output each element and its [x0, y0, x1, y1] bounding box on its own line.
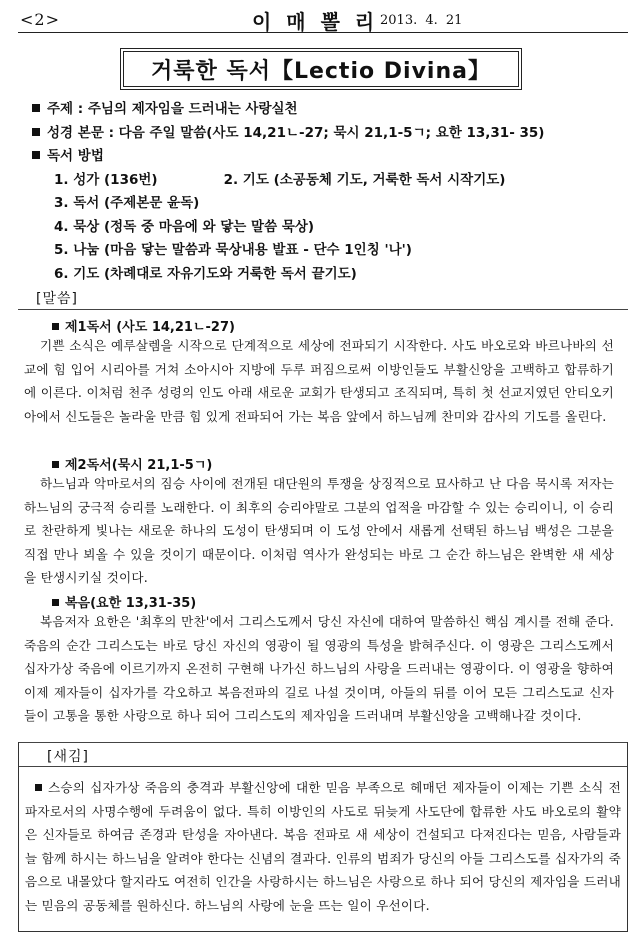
reading-heading — [52, 454, 212, 473]
page-number: <2> — [20, 10, 60, 29]
reflection-divider — [19, 766, 627, 767]
square-bullet-icon — [32, 151, 40, 159]
square-bullet-icon — [32, 104, 40, 112]
reflection-box — [18, 742, 628, 932]
step-row — [54, 169, 612, 193]
second-reading-heading: 제2독서(묵시 21,1-5ㄱ) — [65, 458, 213, 473]
reflection-label: [새김] — [43, 746, 93, 766]
word-section-divider — [18, 309, 628, 310]
first-reading-heading: 제1독서 (사도 14,21ㄴ-27) — [65, 320, 235, 335]
reading-heading — [52, 592, 196, 611]
square-bullet-icon — [52, 461, 59, 468]
step-row — [54, 192, 612, 216]
reflection-text: 스승의 십자가상 죽음의 충격과 부활신앙에 대한 믿음 부족으로 헤매던 제자들이 이제는 기쁜 소식 전파자로서의 사명수행에 두려움이 없다. 특히 이방인의 사도로 뒤늦게 사도단에 합류한 사도 바오로의 활약은 신자들로 하여금 존경과 탄성을 자아낸다. 복음 전파로 새 세상이 건설되고 다져진다는 믿음, 사람들과 늘 함께 하시는 하느님을 알려야 한다는 신념의 결과다. 인류의 범죄가 당신의 아들 그리스도를 십자가의 죽음으로 내몰았다 할지라도 여전히 인간을 사랑하시는 하느님은 사랑으로 하나 되어 당신의 제자임을 드러내는 믿음의 공동체를 원하신다. 하느님의 사랑에 눈을 뜨는 일이 우선이다. — [25, 780, 621, 913]
page-title: 거룩한 독서【Lectio Divina】 — [151, 58, 491, 84]
square-bullet-icon — [52, 599, 59, 606]
scripture-line — [32, 122, 612, 146]
title-box — [120, 48, 522, 90]
reflection-paragraph — [25, 776, 621, 918]
square-bullet-icon — [32, 128, 40, 136]
step-row — [54, 239, 612, 263]
second-reading-text: 하느님과 악마로서의 짐승 사이에 전개된 대단원의 투쟁을 상징적으로 묘사하고 난 다음 묵시록 저자는 하느님의 궁극적 승리를 노래한다. 이 최후의 승리야말로 그분의 업적을 마감할 수 있는 승리이니, 이 승리로 찬란하게 빛나는 새로운 하나의 도성이 탄생되며 이 도성 안에서 새롭게 선택된 하느님 백성은 그분을 직접 만나 뵈올 수 있을 것이기 때문이다. 이처럼 역사가 완성되는 바로 그 순간 하느님은 완벽한 새 세상을 탄생시키실 것이다. — [24, 476, 614, 586]
square-bullet-icon — [52, 323, 59, 330]
step-row — [54, 263, 612, 287]
issue-date: 2013. 4. 21 — [380, 13, 463, 28]
newsletter-masthead: 이 매 뽈 리 — [252, 10, 379, 34]
method-step: 1. 성가 (136번) — [54, 171, 158, 188]
method-step: 4. 묵상 (정독 중 마음에 와 닿는 말씀 묵상) — [54, 218, 315, 235]
page-header — [20, 6, 625, 34]
method-heading-line — [32, 145, 612, 169]
theme-line — [32, 98, 612, 122]
first-reading-text: 기쁜 소식은 예루살렘을 시작으로 단계적으로 세상에 전파되기 시작한다. 사도 바오로와 바르나바의 선교에 힘 입어 시리아를 거쳐 소아시아 지방에 두루 퍼짐으로써 이방인들도 부활신앙을 고백하고 합류하기에 이른다. 이처럼 천주 성령의 인도 아래 새로운 교회가 탄생되고 조직되며, 특히 첫 선교지였던 안티오키아에서 신도들은 놀라울 만큼 힘 있게 전파되어 가는 복음 앞에서 하느님께 찬미와 감사의 기도를 올린다. — [24, 338, 614, 424]
method-step: 2. 기도 (소공동체 기도, 거룩한 독서 시작기도) — [223, 171, 506, 188]
word-section-label: [말씀] — [36, 291, 78, 307]
method-step: 6. 기도 (차례대로 자유기도와 거룩한 독서 끝기도) — [54, 265, 357, 282]
intro-block — [32, 98, 612, 286]
method-heading: 독서 방법 — [47, 148, 104, 164]
scripture-text: 성경 본문 : 다음 주일 말씀(사도 14,21ㄴ-27; 묵시 21,1-5ㄱ; 요한 13,31- 35) — [47, 124, 545, 141]
method-steps — [32, 169, 612, 287]
gospel-text: 복음저자 요한은 '최후의 만찬'에서 그리스도께서 당신 자신에 대하여 말씀하신 핵심 계시를 전해 준다. 죽음의 순간 그리스도는 바로 당신 자신의 영광이 될 영광의 특성을 밝혀주신다. 이 영광은 그리스도께서 십자가상 죽음에 이르기까지 온전히 구현해 나가신 하느님의 사랑을 드러내는 영광이다. 이 영광을 향하여 이제 제자들이 십자가를 각오하고 복음전파의 길로 나설 것이며, 아들의 뒤를 이어 모든 그리스도교 신자들이 고통을 통한 사랑으로 하나 되어 그리스도의 제자임을 드러내며 부활신앙을 고백해나갈 것이다. — [24, 614, 614, 724]
square-bullet-icon — [35, 784, 42, 791]
reading-heading — [52, 316, 235, 335]
method-step: 3. 독서 (주제본문 윤독) — [54, 195, 200, 211]
step-row — [54, 216, 612, 240]
header-divider — [18, 32, 628, 33]
gospel-heading: 복음(요한 13,31-35) — [65, 596, 197, 611]
method-step: 5. 나눔 (마음 닿는 말씀과 묵상내용 발표 - 단수 1인칭 '나') — [54, 242, 412, 258]
theme-text: 주제 : 주님의 제자임을 드러내는 사랑실천 — [47, 101, 298, 117]
